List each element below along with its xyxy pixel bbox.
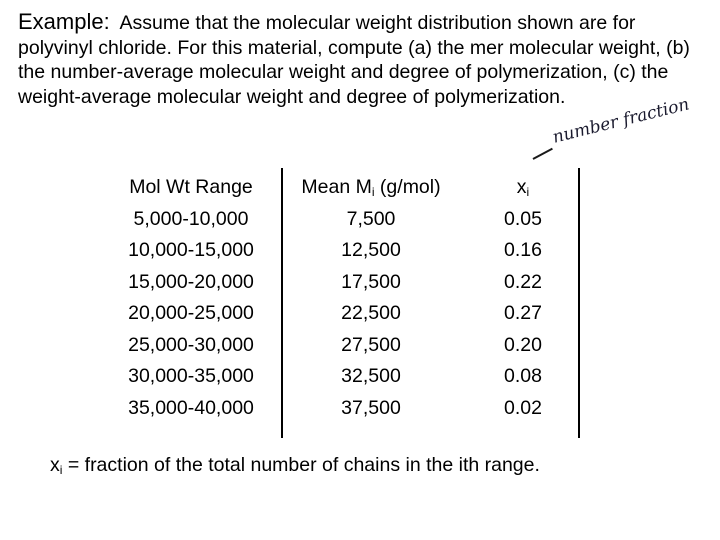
range-row-1: 5,000-10,000 [133, 207, 249, 230]
problem-statement [18, 10, 708, 109]
column-mol-wt-range [108, 172, 274, 424]
xi-row-1: 0.05 [504, 207, 542, 230]
header-mean-mi: Mean $M_i$ (g/mol) [301, 176, 441, 199]
table-divider-left [281, 168, 283, 438]
range-row-6: 30,000-35,000 [128, 365, 254, 387]
mean-row-6: 32,500 [341, 365, 401, 387]
mean-row-2: 12,500 [341, 239, 401, 261]
mean-row-7: 37,500 [341, 396, 401, 419]
xi-row-7: 0.02 [504, 396, 542, 419]
column-mean-mi [285, 172, 457, 424]
mean-row-3: 17,500 [341, 270, 401, 293]
range-row-2: 10,000-15,000 [128, 239, 254, 261]
footnote: $x_i$ = fraction of the total number of chains in the ith range. [50, 454, 540, 477]
range-row-4: 20,000-25,000 [128, 302, 254, 324]
xi-row-2: 0.16 [504, 239, 542, 261]
header-mol-wt-range: Mol Wt Range [129, 176, 253, 198]
column-xi [468, 172, 578, 424]
header-xi: $x_i$ [516, 176, 530, 199]
xi-row-6: 0.08 [504, 365, 542, 387]
xi-row-4: 0.27 [504, 302, 542, 324]
mean-row-4: 22,500 [341, 302, 401, 324]
problem-text: Assume that the molecular weight distribution shown are for polyvinyl chloride. For this material, compute (a) the mer molecular weight, (b) the number-average molecular weight and degree of polymerization, (c) the weight-average molecular weight and degree of polymerization. [18, 12, 690, 108]
range-row-3: 15,000-20,000 [128, 270, 254, 293]
table-divider-right [578, 168, 580, 438]
handwritten-annotation: number fraction [550, 94, 692, 148]
annotation-pointer-line [533, 148, 553, 160]
example-label: Example: [18, 9, 110, 34]
xi-row-3: 0.22 [504, 270, 542, 293]
mean-row-1: 7,500 [346, 207, 396, 230]
range-row-7: 35,000-40,000 [128, 396, 254, 419]
mean-row-5: 27,500 [341, 333, 401, 356]
range-row-5: 25,000-30,000 [128, 333, 254, 356]
xi-row-5: 0.20 [504, 333, 542, 356]
